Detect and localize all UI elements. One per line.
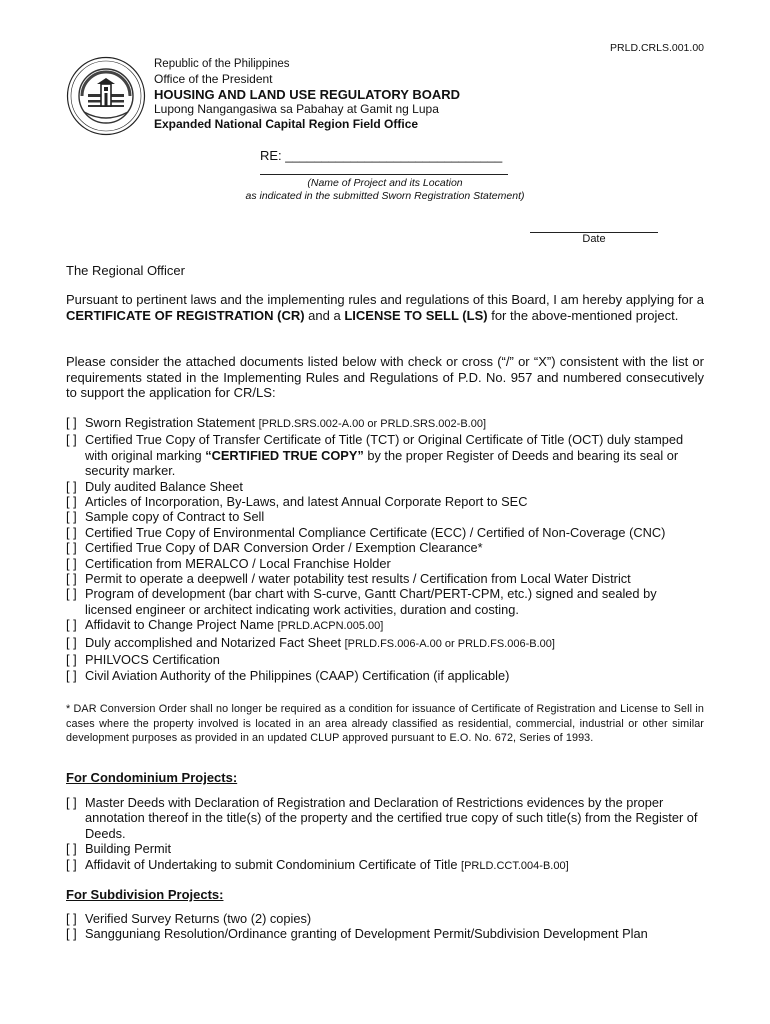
list-item: [ ] Duly accomplished and Notarized Fact Sheet [PRLD.FS.006-A.00 or PRLD.FS.006-B.00] <box>66 634 555 650</box>
checkbox[interactable]: [ ] <box>66 841 77 857</box>
intro-cr: CERTIFICATE OF REGISTRATION (CR) <box>66 307 305 323</box>
list-item: [ ] PHILVOCS Certification <box>66 652 220 668</box>
list-item: [ ] Verified Survey Returns (two (2) copies) <box>66 911 312 926</box>
list-item: [ ] Affidavit of Undertaking to submit Condominium Certificate of Title [PRLD.CCT.004-B.00] <box>66 856 569 872</box>
intro-paragraph <box>66 292 704 323</box>
list-item: [ ] Certified True Copy of Transfer Certificate of Title (TCT) or Original Certificate of Title (OCT) duly stamped with original marking “CERTIFIED TRUE COPY” by the proper Register of Deeds and bearing its seal or security marker. <box>66 432 684 479</box>
instruction-paragraph: Please consider the attached documents listed below with check or cross (“/” or “X”) consistent with the list or requirements stated in the Implementing Rules and Regulations of P.D. No. 957 and numbered consecutively to support the application for CR/LS: <box>66 354 704 400</box>
checkbox[interactable]: [ ] <box>66 586 77 602</box>
list-item: [ ] Sample copy of Contract to Sell <box>66 509 265 525</box>
list-item: [ ] Sangguniang Resolution/Ordinance granting of Development Permit/Subdivision Development Plan <box>66 926 648 942</box>
checkbox[interactable]: [ ] <box>66 524 77 540</box>
list-item: [ ] Certified True Copy of DAR Conversion Order / Exemption Clearance* <box>66 540 483 556</box>
list-item: [ ] Sworn Registration Statement [PRLD.SRS.002-A.00 or PRLD.SRS.002-B.00] <box>66 415 487 430</box>
re-line: RE: ______________________________ <box>260 148 503 163</box>
checkbox[interactable]: [ ] <box>66 617 77 633</box>
intro-text-3: for the above-mentioned project. <box>487 307 679 323</box>
date-line <box>530 222 658 233</box>
checkbox[interactable]: [ ] <box>66 667 77 683</box>
list-item: [ ] Master Deeds with Declaration of Registration and Declaration of Restrictions evidences by the proper annotation thereof in the title(s) of the property and the certified true copy of such title(s) from the Register of Deeds. <box>66 795 698 841</box>
checkbox[interactable]: [ ] <box>66 432 77 448</box>
checkbox[interactable]: [ ] <box>66 856 77 872</box>
checkbox[interactable]: [ ] <box>66 911 77 926</box>
checkbox[interactable]: [ ] <box>66 509 77 525</box>
project-caption-line1: (Name of Project and its Location <box>307 177 463 189</box>
intro-text-1: Pursuant to pertinent laws and the implementing rules and regulations of this Board, I am hereby applying for a <box>66 292 704 307</box>
list-item: [ ] Permit to operate a deepwell / water potability test results / Certification from Local Water District <box>66 571 631 587</box>
list-item: [ ] Program of development (bar chart with S-curve, Gantt Chart/PERT-CPM, etc.) signed and sealed by licensed engineer or architect indicating work activities, duration and costing. <box>66 586 657 617</box>
list-item: [ ] Civil Aviation Authority of the Philippines (CAAP) Certification (if applicable) <box>66 667 510 683</box>
header-field-office: Expanded National Capital Region Field Office <box>154 117 419 131</box>
header-tagalog-name: Lupong Nangangasiwa sa Pabahay at Gamit ng Lupa <box>154 102 439 116</box>
header-office: Office of the President <box>154 72 273 86</box>
checkbox[interactable]: [ ] <box>66 478 77 494</box>
checkbox[interactable]: [ ] <box>66 555 77 571</box>
checkbox[interactable]: [ ] <box>66 926 77 942</box>
checkbox[interactable]: [ ] <box>66 540 77 556</box>
list-item: [ ] Duly audited Balance Sheet <box>66 478 243 494</box>
intro-text-2: and a <box>304 307 345 323</box>
checkbox[interactable]: [ ] <box>66 652 77 668</box>
agency-header <box>154 57 460 132</box>
checkbox[interactable]: [ ] <box>66 415 77 430</box>
hlurb-seal-logo <box>66 56 146 136</box>
subdivision-heading: For Subdivision Projects: <box>66 887 224 902</box>
dar-footnote: * DAR Conversion Order shall no longer be required as a condition for issuance of Certificate of Registration and License to Sell in cases where the property involved is located in an area already classified as residential, commercial, industrial or other similar development purposes as provided in an updated CLUP approved pursuant to E.O. No. 672, Series of 1993. <box>66 703 704 745</box>
intro-ls: LICENSE TO SELL (LS) <box>344 307 488 323</box>
checkbox[interactable]: [ ] <box>66 795 77 810</box>
addressee: The Regional Officer <box>66 263 185 278</box>
condominium-list <box>66 795 706 874</box>
checkbox[interactable]: [ ] <box>66 571 77 587</box>
checkbox[interactable]: [ ] <box>66 634 77 650</box>
list-item: [ ] Articles of Incorporation, By-Laws, and latest Annual Corporate Report to SEC <box>66 494 528 510</box>
requirements-list <box>66 415 706 683</box>
header-republic: Republic of the Philippines <box>154 58 290 70</box>
project-caption-line2: as indicated in the submitted Sworn Registration Statement) <box>245 190 525 202</box>
list-item: [ ] Building Permit <box>66 841 172 857</box>
form-code: PRLD.CRLS.001.00 <box>610 42 704 54</box>
list-item: [ ] Affidavit to Change Project Name [PRLD.ACPN.005.00] <box>66 617 384 633</box>
subdivision-list <box>66 911 706 942</box>
header-agency-name: HOUSING AND LAND USE REGULATORY BOARD <box>154 87 460 102</box>
list-item: [ ] Certified True Copy of Environmental Compliance Certificate (ECC) / Certified of Non-Coverage (CNC) <box>66 524 666 540</box>
condominium-heading: For Condominium Projects: <box>66 770 238 785</box>
date-label: Date <box>582 233 606 245</box>
list-item: [ ] Certification from MERALCO / Local Franchise Holder <box>66 555 391 571</box>
checkbox[interactable]: [ ] <box>66 494 77 510</box>
project-name-line <box>260 162 508 175</box>
